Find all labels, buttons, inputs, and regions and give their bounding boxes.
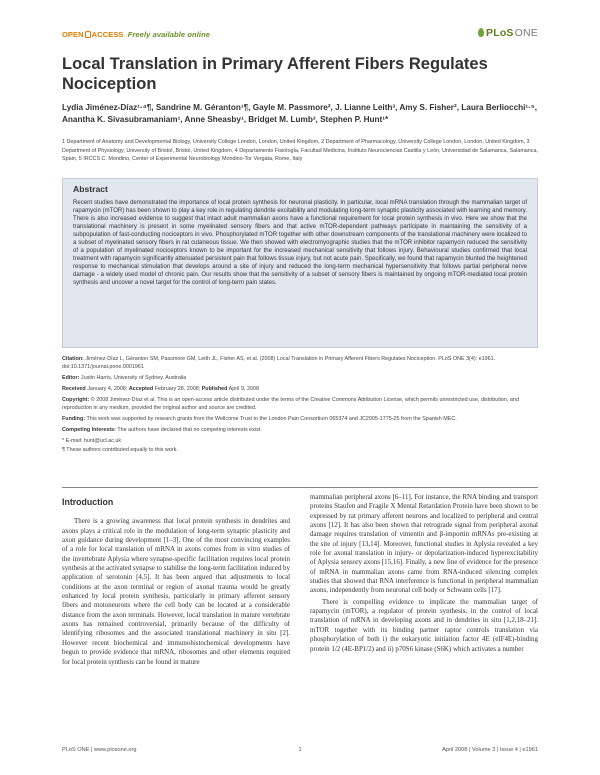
citation-row bbox=[62, 356, 538, 371]
logo-one: ONE bbox=[514, 27, 538, 39]
journal-header bbox=[62, 28, 538, 46]
received-date: January 4, 2008; bbox=[87, 385, 128, 392]
dates-row bbox=[62, 386, 538, 394]
body-column-left bbox=[62, 496, 290, 669]
open-lock-icon bbox=[85, 31, 91, 38]
intro-paragraph-1: There is a growing awareness that local protein synthesis in dendrites and axons plays a critical role in the modulation of long-term synaptic plasticity and axon guidance during development [1–3]. One of the most convincing examples of a role for local translation of mRNA in axons comes from in vitro studies of the invertebrate Aplysia where synapse-specific facilitation requires local protein synthesis at the activated synapse to stabilise the long-term facilitation induced by application of serotonin [4,5]. It has been argued that adjustments to local conditions at the axon terminal or region of axonal trauma would be greatly enhanced by local protein synthesis, particularly in primary afferent sensory fibers and motoneurons where the cell body can be located at a considerable distance from the axon terminals. However, local translation in mature vertebrate axons has remained controversial, primarily because of the difficulty of identifying ribosomes and the associated translational machinery in situ [2]. However recent biochemical and immunohistochemical developments have begun to provide evidence that mRNA, ribosomes and other elements required for local protein synthesis can be found in mature bbox=[62, 517, 290, 666]
email-row: * E-mail: hunt@ucl.ac.uk bbox=[62, 437, 122, 444]
section-divider bbox=[62, 487, 538, 488]
abstract-text: Recent studies have demonstrated the importance of local protein synthesis for neuronal plasticity. In particular, local mRNA translation through the mammalian target of rapamycin (mTOR) has been shown to play a key role in regulating dendrite excitability and modulating long-term synaptic plasticity associated with learning and memory. There is also increased evidence to suggest that intact adult mammalian axons have a functional requirement for local protein synthesis in vivo. Here we show that the translational machinery is present in some myelinated sensory fibers and that active mTOR-dependent pathways participate in maintaining the sensitivity of a subpopulation of fast-conducting nociceptors in vivo. Phosphorylated mTOR together with other downstream components of the translational machinery were localized to a subset of myelinated sensory fibers in rat cutaneous tissue. We then showed with electromyographic studies that the mTOR inhibitor rapamycin reduced the sensitivity of a population of myelinated nociceptors known to be important for the increased mechanical sensitivity that follows injury. Behavioural studies confirmed that local treatment with rapamycin significantly attenuated persistent pain that follows tissue injury, but not acute pain. Specifically, we found that rapamycin blunted the heightened response to mechanical stimulation that develops around a site of injury and reduced the long-term mechanical hypersensitivity that follows partial peripheral nerve damage - a widely used model of chronic pain. Our results show that the sensitivity of a subset of sensory fibers is maintained by ongoing mTOR-mediated local protein synthesis and uncover a novel target for the control of long-term pain states. bbox=[73, 200, 527, 287]
funding-label: Funding: bbox=[62, 415, 86, 422]
editor-row bbox=[62, 375, 538, 383]
author-list: Lydia Jiménez-Díaz¹·⁴¶, Sandrine M. Géranton¹¶, Gayle M. Passmore², J. Lianne Leith³, Amy S. Fisher², Laura Berliocchi¹·⁵, Anantha K. Sivasubramaniam¹, Anne Sheasby¹, Bridget M. Lumb³, Stephen P. Hunt¹* bbox=[62, 103, 537, 125]
citation-text: Jiménez-Díaz L, Géranton SM, Passmore GM, Leith JL, Fisher AS, et al. (2008) Local Translation in Primary Afferent Fibers Regulates Nociception. PLoS ONE 3(4): e1961. doi:10.1371/journal.pone.0001961 bbox=[62, 356, 496, 370]
copyright-row bbox=[62, 397, 538, 412]
freely-available-label: Freely available online bbox=[127, 30, 211, 39]
equal-contribution-row: ¶ These authors contributed equally to this work. bbox=[62, 446, 178, 453]
editor-label: Editor: bbox=[62, 374, 80, 381]
access-label: ACCESS bbox=[91, 30, 124, 39]
published-label: Published bbox=[201, 385, 228, 392]
open-label: OPEN bbox=[62, 30, 84, 39]
accepted-label: Accepted bbox=[128, 385, 154, 392]
competing-interests-row bbox=[62, 427, 538, 435]
affiliations: 1 Department of Anatomy and Developmental Biology, University College London, London, United Kingdom, 2 Department of Pharmacology, University College London, London, United Kingdom, 3 Department of Physiology, University of Bristol, Bristol, United Kingdom, 4 Departamento Fisiología, Facultad Medicina, Instituto Neurociencias Castilla y León, Universidad de Salamanca, Salamanca, Spain, 5 IRCCS C. Mondino, Center of Experimental Neurobiology Mondino-Tor Vergata, Rome, Italy bbox=[62, 139, 538, 163]
intro-paragraph-2: There is compelling evidence to implicate the mammalian target of rapamycin (mTOR), a regulator of protein synthesis, in the control of local translation of mRNA in developing axons and in dendrites in situ [1,2,18–21]. mTOR together with its binding partner raptor controls translation via phosphorylation of both i) the eukaryotic initiation factor 4E (eIF4E)-binding protein 1/2 (4E-BP1/2) and ii) p70S6 kinase (S6K) which activates a number bbox=[310, 597, 538, 653]
editor-text: Justin Harris, University of Sydney, Australia bbox=[80, 374, 187, 381]
page-footer bbox=[62, 747, 538, 759]
competing-label: Competing Interests: bbox=[62, 426, 116, 433]
funding-row bbox=[62, 416, 538, 424]
accepted-date: February 28, 2008; bbox=[154, 385, 201, 392]
competing-text: The authors have declared that no competing interests exist. bbox=[117, 426, 262, 433]
plos-drop-icon bbox=[478, 28, 484, 37]
copyright-label: Copyright: bbox=[62, 396, 90, 403]
abstract-box bbox=[62, 178, 538, 348]
page-number: 1 bbox=[298, 747, 302, 753]
introduction-heading: Introduction bbox=[62, 497, 114, 507]
body-column-right bbox=[310, 493, 538, 656]
journal-logo bbox=[478, 27, 538, 39]
article-title: Local Translation in Primary Afferent Fibers Regulates Nociception bbox=[62, 55, 488, 93]
abstract-heading: Abstract bbox=[73, 184, 108, 194]
funding-text: This work was supported by research grants from the Wellcome Trust to the London Pain Consortium 065374 and JC2005-1775-25 from the Spanish MEC. bbox=[86, 415, 457, 422]
logo-plos: PLoS bbox=[486, 27, 514, 39]
copyright-text: © 2008 Jiménez-Díaz et al. This is an open-access article distributed under the terms of the Creative Commons Attribution License, which permits unrestricted use, distribution, and reproduction in any medium, provided the original author and source are credited. bbox=[62, 396, 519, 411]
footer-journal-url: PLoS ONE | www.plosone.org bbox=[62, 747, 137, 753]
open-access-badge bbox=[62, 30, 210, 39]
intro-paragraph-1-continued: mammalian peripheral axons [6–11]. For instance, the RNA binding and transport proteins Staufen and Fragile X Mental Retardation Protein have been shown to be expressed by rat primary afferent neurons and localized to peripheral and central axons [12]. It has also been shown that retrograde signal from peripheral axonal damage requires translation of vimentin and β-importin mRNAs pre-existing at the site of injury [13,14]. Moreover, functional studies in Aplysia revealed a key role for axonal translation in injury- or depolarization-induced hyperexcitability of Aplysia sensory axons [15,16]. Finally, a new line of evidence for the presence of mRNA in mammalian axons came from RNA-induced silencing complex studies that showed that RNA interference is functional in peripheral mammalian axons, independently from neuronal cell body or Schwann cells [17]. bbox=[310, 493, 538, 595]
footer-issue-info: April 2008 | Volume 3 | Issue 4 | e1961 bbox=[442, 747, 538, 753]
received-label: Received bbox=[62, 385, 86, 392]
article-metadata bbox=[62, 356, 538, 458]
published-date: April 9, 2008 bbox=[228, 385, 259, 392]
citation-label: Citation: bbox=[62, 356, 84, 362]
